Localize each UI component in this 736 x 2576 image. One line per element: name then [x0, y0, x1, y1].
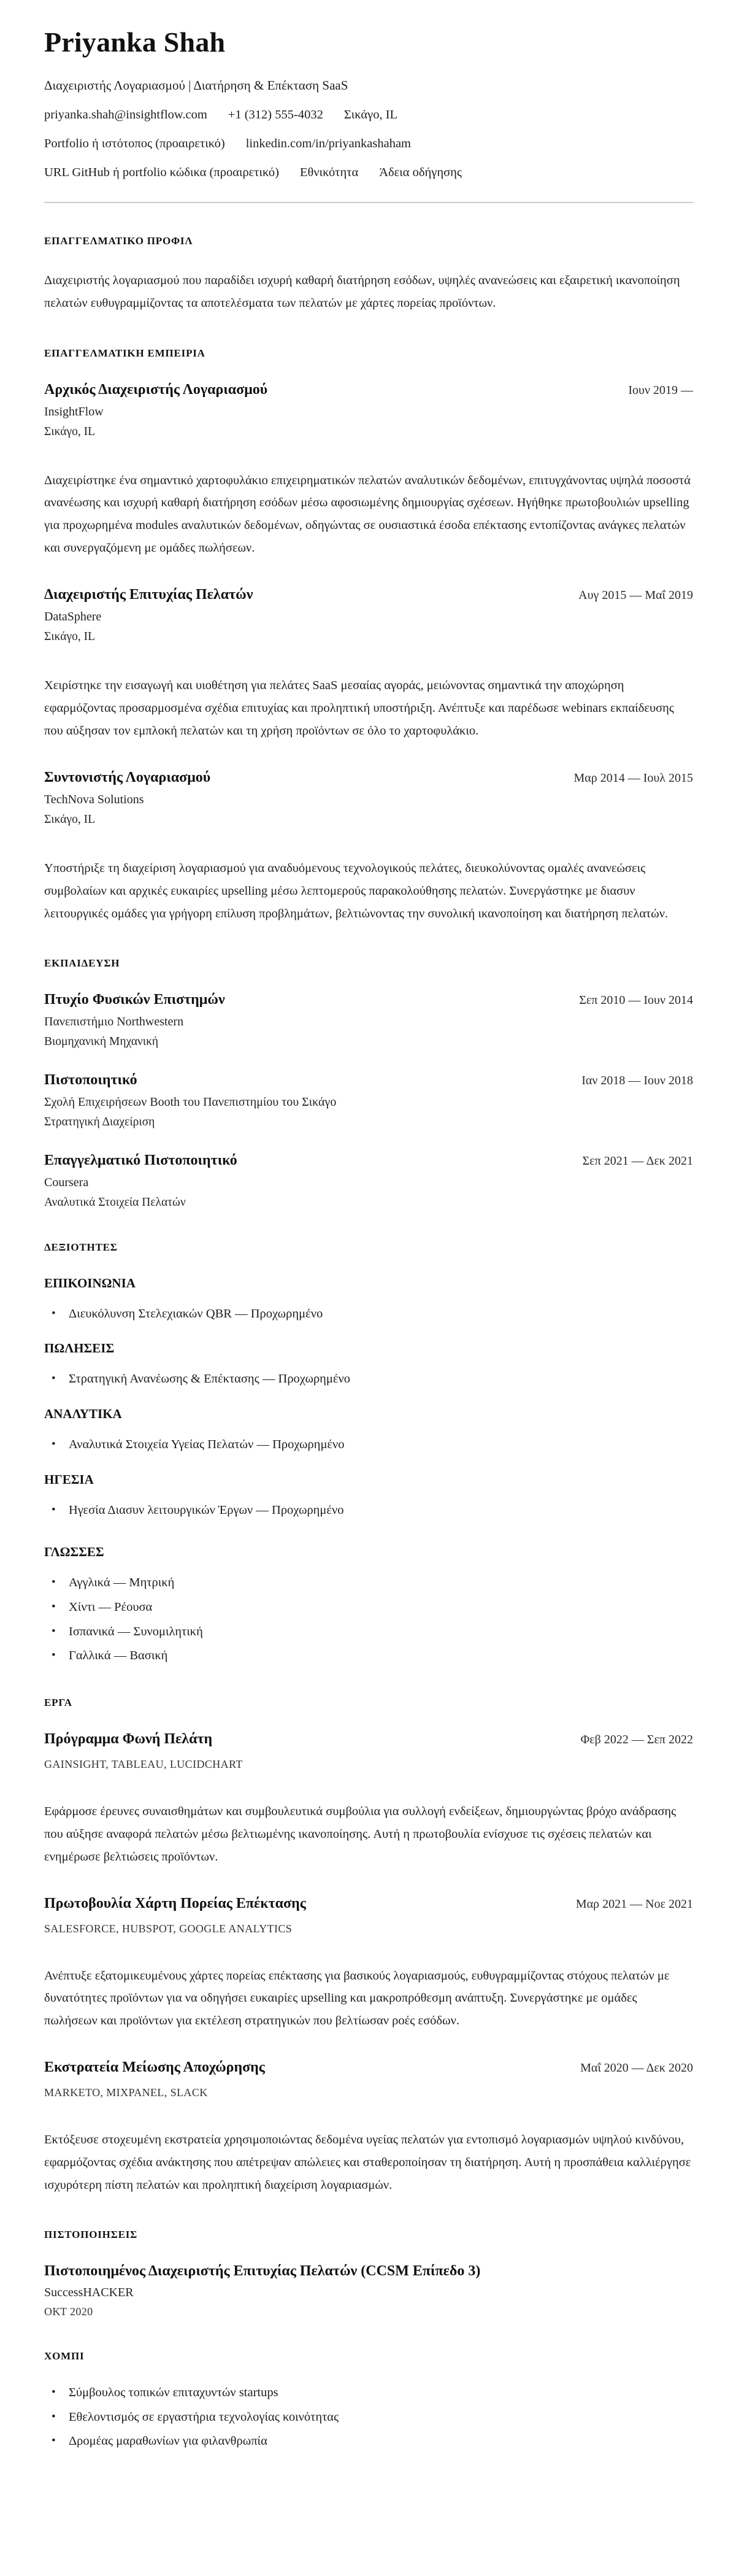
section-skills [44, 1241, 693, 1665]
project-entry [44, 2059, 693, 2197]
project-date: Μαΐ 2020 — Δεκ 2020 [580, 2061, 693, 2075]
education-field: Αναλυτικά Στοιχεία Πελατών [44, 1195, 186, 1209]
project-description: Ανέπτυξε εξατομικευμένους χάρτες πορείας επέκτασης για βασικούς λογαριασμούς, ευθυγραμμίζοντας στόχους πελατών με δυνατότητες προϊόντων για να οδηγήσει ευκαιρίες upselling και μακροπρόθεσμη ανάπτυξη. Συνεργάστηκε με ομάδες πωλήσεων και προϊόντων για εκτέλεση στρατηγικών που βελτίωσαν ροές εσόδων. [44, 1969, 670, 2028]
profile-text: Διαχειριστής λογαριασμού που παραδίδει ισχυρή καθαρή διατήρηση εσόδων, υψηλές ανανεώσεις και εξαιρετική ικανοποίηση πελατών ευθυγραμμίζοντας τα αποτελέσματα των πελατών με χάρτες πορείας προϊόντων. [44, 274, 680, 310]
contact-row-3 [44, 166, 693, 180]
project-date: Φεβ 2022 — Σεπ 2022 [580, 1732, 693, 1746]
contact-row-2 [44, 137, 693, 151]
education-title: Πιστοποιητικό [44, 1071, 137, 1088]
job-title: Αρχικός Διαχειριστής Λογαριασμού [44, 381, 268, 398]
job-description: Χειρίστηκε την εισαγωγή και υιοθέτηση για πελάτες SaaS μεσαίας αγοράς, μειώνοντας σημαντικά την αποχώρηση εφαρμόζοντας προσαρμοσμένα σχέδια επιτυχίας και προληπτική υποστήριξη. Ανέπτυξε και παρέδωσε webinars εκπαίδευσης που αύξησαν τον εμπλοκή πελατών και τη χρήση προϊόντων σε όλο το χαρτοφυλάκιο. [44, 679, 675, 738]
skill-list [44, 1306, 693, 1323]
job-company: DataSphere [44, 610, 102, 624]
job-title: Διαχειριστής Επιτυχίας Πελατών [44, 587, 253, 603]
skill-category [44, 1406, 693, 1454]
section-experience [44, 347, 693, 925]
section-heading: ΧΟΜΠΙ [44, 2350, 85, 2362]
job-date: Μαρ 2014 — Ιουλ 2015 [573, 771, 693, 785]
education-entry [44, 1152, 693, 1209]
project-description: Εκτόξευσε στοχευμένη εκστρατεία χρησιμοποιώντας δεδομένα υγείας πελατών για εντοπισμό λογαριασμών υψηλού κινδύνου, εφαρμόζοντας σχέδια ανάκτησης που απέτρεψαν απώλειες και σταθεροποίησαν τη διατήρηση. Αυτή η προσπάθεια καλλιέργησε ισχυρότερη πίστη πελατών και προληπτική διαχείριση λογαριασμών. [44, 2133, 691, 2192]
contact-phone: +1 (312) 555-4032 [228, 108, 323, 121]
section-heading: ΕΚΠΑΙΔΕΥΣΗ [44, 957, 120, 969]
project-entry [44, 1895, 693, 2033]
hobby-item: • Δρομέας μαραθωνίων για φιλανθρωπία [44, 2433, 693, 2450]
languages-title: ΓΛΩΣΣΕΣ [44, 1544, 104, 1560]
project-title: Πρωτοβουλία Χάρτη Πορείας Επέκτασης [44, 1895, 306, 1911]
language-item: • Αγγλικά — Μητρική [44, 1575, 693, 1592]
project-title: Εκστρατεία Μείωσης Αποχώρησης [44, 2059, 265, 2076]
experience-entry [44, 587, 693, 742]
section-heading: ΕΠΑΓΓΕΛΜΑΤΙΚΟ ΠΡΟΦΙΛ [44, 235, 193, 247]
skill-list [44, 1371, 693, 1388]
contact-email: priyanka.shah@insightflow.com [44, 108, 207, 121]
project-title: Πρόγραμμα Φωνή Πελάτη [44, 1730, 213, 1747]
certification-issuer: SuccessHACKER [44, 2285, 134, 2299]
section-heading: ΕΡΓΑ [44, 1696, 72, 1708]
entry-head [44, 382, 693, 398]
job-date: Αυγ 2015 — Μαΐ 2019 [578, 588, 693, 603]
skill-category [44, 1341, 693, 1388]
section-education [44, 957, 693, 1209]
education-date: Σεπ 2021 — Δεκ 2021 [582, 1154, 693, 1168]
project-description: Εφάρμοσε έρευνες συναισθημάτων και συμβουλευτικά συμβούλια για συλλογή ενδείξεων, δημιουργώντας βρόχο ανάδρασης που αύξησε αναφορά πελατών μέσω βελτιωμένης ικανοποίησης. Αυτή η πρωτοβουλία ενίσχυσε τις σχέσεις πελατών και ενημέρωσε βελτιώσεις προϊόντων. [44, 1804, 677, 1864]
certification-title: Πιστοποιημένος Διαχειριστής Επιτυχίας Πελατών (CCSM Επίπεδο 3) [44, 2262, 481, 2279]
contact-row-1 [44, 108, 693, 122]
entry-head [44, 1072, 693, 1089]
education-title: Επαγγελματικό Πιστοποιητικό [44, 1152, 237, 1168]
job-location: Σικάγο, IL [44, 425, 95, 438]
job-description: Υποστήριξε τη διαχείριση λογαριασμού για αναδυόμενους τεχνολογικούς πελάτες, διευκολύνοντας ομαλές ανανεώσεις συμβολαίων και αρχικές ευκαιρίες upselling μέσω λεπτομερούς παρακολούθησης πελατών. Συνεργάστηκε με διασυν λειτουργικές ομάδες για γρήγορη επίλυση προβλημάτων, βελτιώνοντας την συνολική ικανοποίηση και διατήρηση πελατών. [44, 861, 669, 920]
candidate-headline: Διαχειριστής Λογαριασμού | Διατήρηση & Επέκταση SaaS [44, 78, 348, 93]
job-description: Διαχειρίστηκε ένα σημαντικό χαρτοφυλάκιο επιχειρηματικών πελατών αναλυτικών δεδομένων, επιτυγχάνοντας υψηλά ποσοστά ανανέωσης και ισχυρή καθαρή διατήρηση εσόδων μέσω αφοσιωμένης δημιουργίας σχέσεων. Ηγήθηκε πρωτοβουλιών upselling για προχωρημένα modules αναλυτικών δεδομένων, οδηγώντας σε ουσιαστικά έσοδα επέκτασης εντοπίζοντας ανάγκες πελατών και συνεργαζόμενη με ομάδες πωλήσεων. [44, 473, 691, 555]
hobby-item: • Εθελοντισμός σε εργαστήρια τεχνολογίας κοινότητας [44, 2409, 693, 2426]
contact-driving-license-label: Άδεια οδήγησης [379, 166, 462, 179]
skill-item: • Αναλυτικά Στοιχεία Υγείας Πελατών — Προχωρημένο [44, 1436, 693, 1454]
skill-category-title: ΕΠΙΚΟΙΝΩΝΙΑ [44, 1275, 136, 1290]
language-item: • Χίντι — Ρέουσα [44, 1599, 693, 1616]
entry-head [44, 587, 693, 603]
candidate-name: Priyanka Shah [44, 26, 226, 58]
job-date: Ιουν 2019 — [628, 383, 693, 397]
section-certifications [44, 2229, 693, 2318]
project-date: Μαρ 2021 — Νοε 2021 [575, 1897, 693, 1911]
education-school: Coursera [44, 1175, 89, 1189]
section-heading: ΔΕΞΙΟΤΗΤΕΣ [44, 1241, 118, 1253]
header-divider [44, 202, 693, 203]
education-title: Πτυχίο Φυσικών Επιστημών [44, 991, 225, 1008]
language-item: • Ισπανικά — Συνομιλητική [44, 1624, 693, 1641]
contact-portfolio-label: Portfolio ή ιστότοπος (προαιρετικό) [44, 137, 225, 150]
skill-item: • Ηγεσία Διασυν λειτουργικών Έργων — Προχωρημένο [44, 1502, 693, 1519]
education-date: Ιαν 2018 — Ιουν 2018 [581, 1073, 693, 1087]
certification-entry [44, 2263, 693, 2318]
skill-item: • Στρατηγική Ανανέωσης & Επέκτασης — Προχωρημένο [44, 1371, 693, 1388]
education-entry [44, 992, 693, 1049]
project-tools: SALESFORCE, HUBSPOT, GOOGLE ANALYTICS [44, 1922, 293, 1935]
project-entry [44, 1731, 693, 1868]
contact-location: Σικάγο, IL [343, 108, 398, 121]
skill-category-title: ΑΝΑΛΥΤΙΚΑ [44, 1406, 122, 1421]
section-projects [44, 1697, 693, 2197]
education-field: Στρατηγική Διαχείριση [44, 1115, 155, 1128]
entry-head [44, 992, 693, 1008]
certification-date: ΟΚΤ 2020 [44, 2305, 93, 2318]
job-company: InsightFlow [44, 404, 104, 418]
hobby-item: • Σύμβουλος τοπικών επιταχυντών startups [44, 2385, 693, 2402]
skill-item: • Διευκόλυνση Στελεχιακών QBR — Προχωρημένο [44, 1306, 693, 1323]
education-date: Σεπ 2010 — Ιουν 2014 [579, 993, 693, 1007]
section-hobbies [44, 2350, 693, 2450]
project-tools: MARKETO, MIXPANEL, SLACK [44, 2086, 208, 2099]
skill-category [44, 1472, 693, 1519]
entry-head [44, 1731, 693, 1748]
language-list [44, 1575, 693, 1665]
contact-linkedin: linkedin.com/in/priyankashaham [245, 137, 412, 150]
entry-head [44, 2059, 693, 2076]
education-entry [44, 1072, 693, 1129]
languages-category [44, 1544, 693, 1665]
skill-list [44, 1436, 693, 1454]
job-location: Σικάγο, IL [44, 812, 95, 826]
job-company: TechNova Solutions [44, 792, 144, 806]
skill-category-title: ΠΩΛΗΣΕΙΣ [44, 1341, 115, 1356]
contact-nationality-label: Εθνικότητα [300, 166, 359, 179]
education-school: Πανεπιστήμιο Northwestern [44, 1014, 184, 1028]
entry-head [44, 769, 693, 786]
section-heading: ΕΠΑΓΓΕΛΜΑΤΙΚΗ ΕΜΠΕΙΡΙΑ [44, 347, 205, 359]
section-profile [44, 235, 693, 315]
education-field: Βιομηχανική Μηχανική [44, 1035, 159, 1048]
entry-head [44, 1152, 693, 1169]
skill-list [44, 1502, 693, 1519]
job-title: Συντονιστής Λογαριασμού [44, 769, 211, 785]
project-tools: GAINSIGHT, TABLEAU, LUCIDCHART [44, 1757, 243, 1770]
contact-github-label: URL GitHub ή portfolio κώδικα (προαιρετικό) [44, 166, 279, 179]
section-heading: ΠΙΣΤΟΠΟΙΗΣΕΙΣ [44, 2228, 138, 2240]
language-item: • Γαλλικά — Βασική [44, 1648, 693, 1665]
education-school: Σχολή Επιχειρήσεων Booth του Πανεπιστημίου του Σικάγο [44, 1095, 337, 1109]
entry-head [44, 1895, 693, 1912]
skill-category-title: ΗΓΕΣΙΑ [44, 1471, 94, 1487]
resume-header [44, 26, 693, 203]
hobby-list [44, 2385, 693, 2450]
experience-entry [44, 382, 693, 560]
skill-category [44, 1276, 693, 1323]
job-location: Σικάγο, IL [44, 630, 95, 644]
experience-entry [44, 769, 693, 925]
